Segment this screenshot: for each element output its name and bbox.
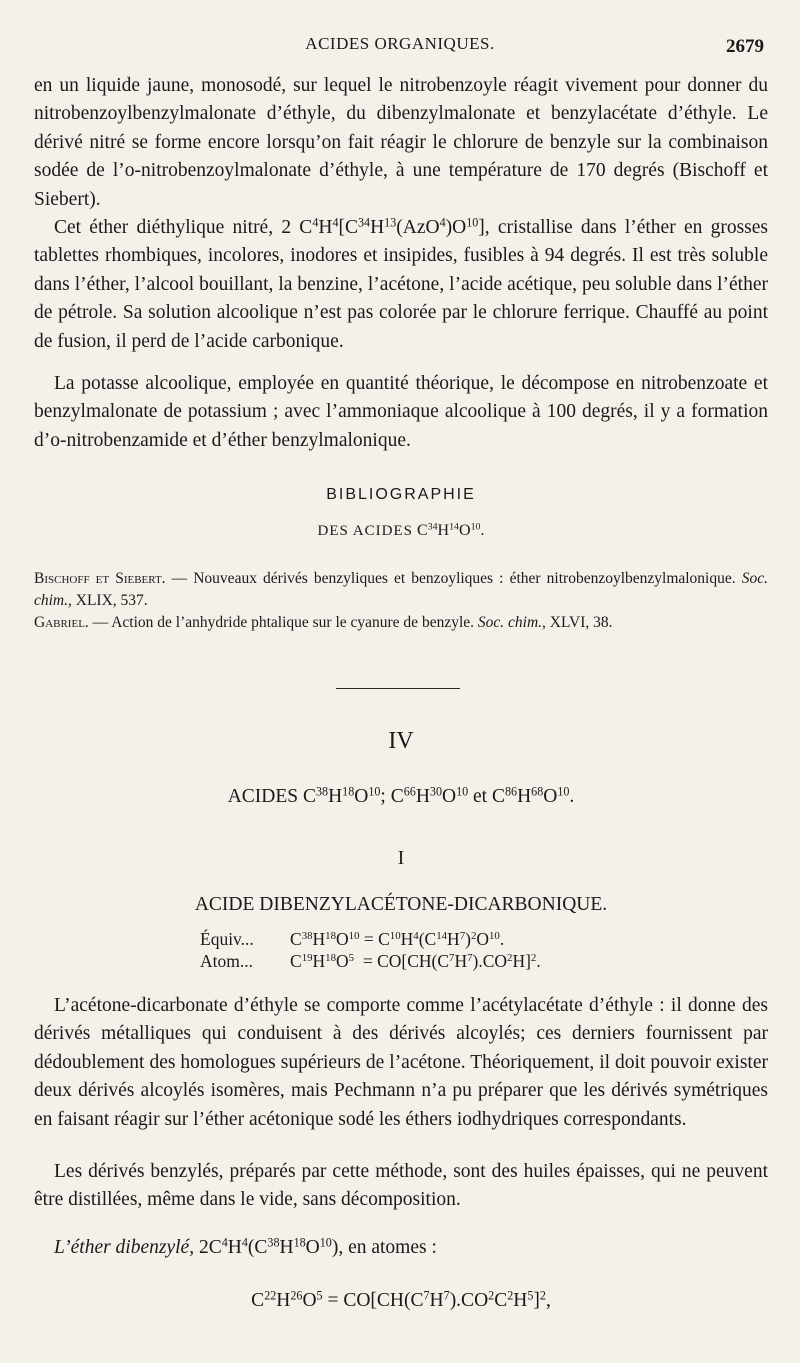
- paragraph-5: [34, 1158, 768, 1215]
- page-number: 2679: [726, 36, 764, 57]
- page-header: [0, 32, 800, 58]
- bibliography-title: BIBLIOGRAPHIE: [326, 486, 476, 503]
- paragraph-1: [34, 72, 768, 214]
- formula-block: [200, 928, 700, 972]
- paragraph-2: [34, 214, 768, 356]
- subsection-title: ACIDE DIBENZYLACÉTONE-DICARBONIQUE.: [194, 894, 608, 915]
- paragraph-text: L’éther dibenzylé, $2C^4H^4(C^{38}H^{18}O^{10})$, en atomes :: [54, 1235, 437, 1258]
- paragraph-text: en un liquide jaune, monosodé, sur lequel le nitrobenzoyle réagit vivement pour donner du nitrobenzoylbenzylmalonate d’éthyle, du dibenzylmalonate et benzylacétate d’éthyle. Le dérivé nitré se forme encore lorsqu’on fait réagir le chlorure de benzyle sur la combinaison sodée de l’o-nitrobenzoylmalonate d’éthyle, à une température de 170 degrés (Bischoff et Siebert).: [34, 75, 768, 210]
- paragraph-4: [34, 992, 768, 1134]
- bibliography-subtitle: DES ACIDES $C^{34}H^{14}O^{10}$.: [317, 521, 485, 539]
- paragraph-text: La potasse alcoolique, employée en quantité théorique, le décompose en nitrobenzoate et benzylmalonate de potassium ; avec l’ammoniaque alcoolique à 100 degrés, il y a formation d’o-nitrobenzamide et d’éther benzylmalonique.: [34, 373, 768, 451]
- paragraph-text: L’acétone-dicarbonate d’éthyle se comporte comme l’acétylacétate d’éthyle : il donne des dérivés métalliques qui conduisent à des dérivés alcoylés; ces derniers fournissent par dédoublement des homologues supérieurs de l’acétone. Théoriquement, il doit pouvoir exister deux dérivés alcoylés isomères, mais Pechmann n’a pu préparer que les dérivés symétriques en faisant réagir sur l’éther acétonique sodé les éthers iodhydriques correspondants.: [34, 995, 768, 1130]
- paragraph-text: Cet éther diéthylique nitré, 2 $C^4H^4[C^{34}H^{13}(AzO^4)O^{10}]$, cristallise dans l’éther en grosses tablettes rhombiques, incolores, inodores et insipides, fusibles à 94 degrés. Il est très soluble dans l’éther, l’alcool bouillant, la benzine, l’acétone, l’acide acétique, peu soluble dans l’éther de pétrole. Sa solution alcoolique n’est pas colorée par le chlorure ferrique. Chauffé au point de fusion, il perd de l’acide carbonique.: [34, 215, 768, 352]
- bibliography-list: [34, 568, 768, 634]
- reference-item: Bischoff et Siebert. — Nouveaux dérivés benzyliques et benzoyliques : éther nitrobenzoylbenzylmalonique. Soc. chim., XLIX, 537.: [34, 570, 768, 609]
- final-formula: $C^{22}H^{26}O^5 = CO[CH(C^7H^7).CO^2C^2H^5]^2$,: [251, 1288, 551, 1311]
- subsection-number: I: [397, 848, 405, 869]
- section-title: ACIDES $C^{38}H^{18}O^{10}$; $C^{66}H^{30}O^{10}$ et $C^{86}H^{68}O^{10}$.: [227, 784, 575, 807]
- atom-formula: Atom... $C^{19}H^{18}O^5 = CO[CH(C^7H^7).CO^2H]^2$.: [200, 951, 541, 971]
- paragraph-6: [34, 1234, 768, 1262]
- running-head: ACIDES ORGANIQUES.: [305, 34, 495, 53]
- paragraph-text: Les dérivés benzylés, préparés par cette méthode, sont des huiles épaisses, qui ne peuvent être distillées, même dans le vide, sans décomposition.: [34, 1161, 768, 1211]
- section-divider: [336, 688, 460, 689]
- reference-item: Gabriel. — Action de l’anhydride phtalique sur le cyanure de benzyle. Soc. chim., XLVI, 38.: [34, 614, 613, 631]
- section-number: IV: [388, 728, 414, 754]
- paragraph-3: [34, 370, 768, 455]
- equiv-formula: Équiv... $C^{38}H^{18}O^{10} = C^{10}H^4(C^{14}H^7)^2O^{10}$.: [200, 929, 505, 949]
